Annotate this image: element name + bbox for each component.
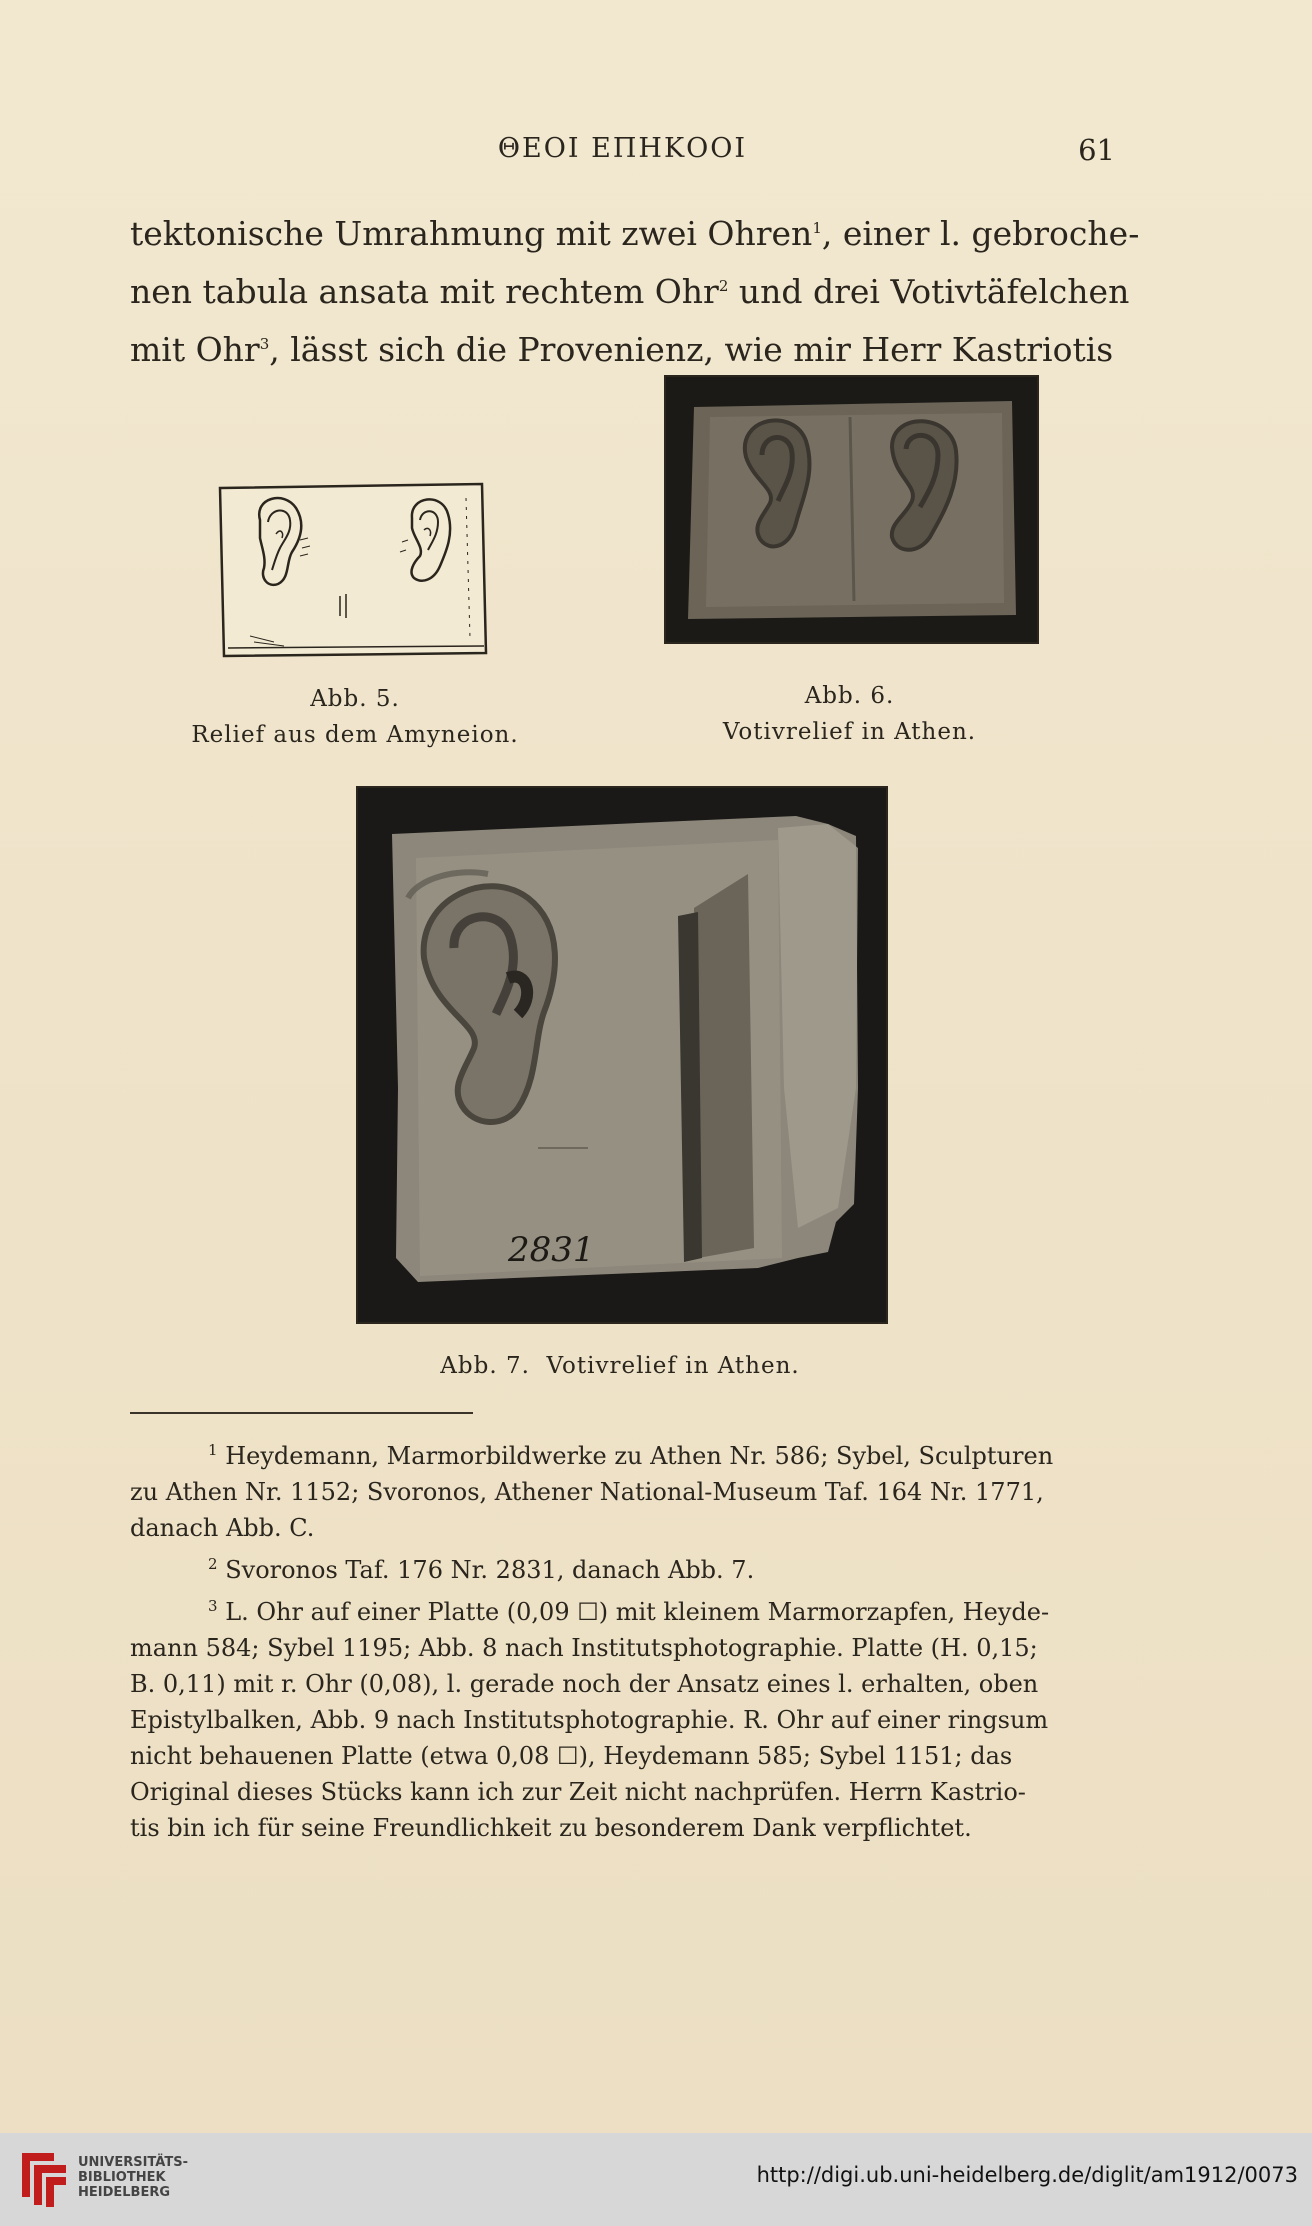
figure-5-drawing <box>214 478 490 661</box>
figure-7-caption: Abb. 7. Votivrelief in Athen. <box>440 1353 800 1379</box>
page-number: 61 <box>1078 133 1115 167</box>
figure-6-caption <box>664 678 1035 750</box>
footnote-mark[interactable]: 2 <box>718 277 729 295</box>
footnote-line: Original dieses Stücks kann ich zur Zeit nicht nachprüfen. Herrn Kastrio- <box>130 1778 1026 1806</box>
footnote-line: $^1$ Heydemann, Marmorbildwerke zu Athen Nr. 586; Sybel, Sculpturen <box>208 1441 1054 1470</box>
footnote-line: nicht behauenen Platte (etwa 0,08 ☐), Heydemann 585; Sybel 1151; das <box>130 1742 1013 1770</box>
footnote-mark: 1 <box>208 1441 218 1459</box>
figure-5-caption <box>160 681 550 753</box>
footnotes <box>130 1432 1115 1846</box>
footnote-line: mann 584; Sybel 1195; Abb. 8 nach Institutsphotographie. Platte (H. 0,15; <box>130 1634 1038 1662</box>
footnote-rule <box>130 1412 473 1414</box>
footnote-1 <box>130 1432 1115 1546</box>
body-line: nen tabula ansata mit rechtem Ohr$^2$ und drei Votivtäfelchen <box>130 272 1130 311</box>
library-logo-icon <box>14 2147 74 2211</box>
body-line: mit Ohr$^3$, lässt sich die Provenienz, wie mir Herr Kastriotis <box>130 330 1114 369</box>
library-footer <box>0 2133 1312 2226</box>
figure-6-label: Abb. 6. <box>804 683 895 709</box>
page-header <box>130 133 1115 173</box>
footnote-mark: 2 <box>208 1555 218 1573</box>
source-url-link[interactable]: http://digi.ub.uni-heidelberg.de/diglit/am1912/0073 <box>756 2163 1298 2187</box>
running-head: ΘΕΟΙ ΕΠΗΚΟΟΙ <box>497 133 748 164</box>
footnote-line: danach Abb. C. <box>130 1514 315 1542</box>
figure-6-description: Votivrelief in Athen. <box>722 719 977 745</box>
footnote-3 <box>130 1588 1115 1846</box>
footnote-2 <box>130 1546 1115 1588</box>
footnote-mark[interactable]: 1 <box>812 219 822 237</box>
body-line: tektonische Umrahmung mit zwei Ohren$^1$, einer l. gebroche- <box>130 214 1140 253</box>
figure-7-inscription: 2831 <box>508 1230 595 1270</box>
figure-5-description: Relief aus dem Amyneion. <box>191 722 519 748</box>
figure-6-photo <box>664 375 1039 644</box>
footnote-line: tis bin ich für seine Freundlichkeit zu besonderem Dank verpflichtet. <box>130 1814 972 1842</box>
body-text <box>130 202 1140 376</box>
footnote-line: $^2$ Svoronos Taf. 176 Nr. 2831, danach Abb. 7. <box>208 1555 755 1584</box>
relief-drawing-illustration <box>214 478 490 661</box>
figure-5-label: Abb. 5. <box>310 686 400 712</box>
footnote-mark[interactable]: 3 <box>259 335 270 353</box>
footnote-mark: 3 <box>208 1597 218 1615</box>
votive-relief-photo-single-ear <box>358 788 886 1322</box>
footnote-line: zu Athen Nr. 1152; Svoronos, Athener National-Museum Taf. 164 Nr. 1771, <box>130 1478 1044 1506</box>
votive-relief-photo-two-ears <box>666 377 1037 642</box>
library-name: UNIVERSITÄTS- BIBLIOTHEK HEIDELBERG <box>78 2155 188 2200</box>
footnote-line: $^3$ L. Ohr auf einer Platte (0,09 ☐) mit kleinem Marmorzapfen, Heyde- <box>208 1597 1050 1626</box>
footnote-line: B. 0,11) mit r. Ohr (0,08), l. gerade noch der Ansatz eines l. erhalten, oben <box>130 1670 1039 1698</box>
footnote-line: Epistylbalken, Abb. 9 nach Institutsphotographie. R. Ohr auf einer ringsum <box>130 1706 1049 1734</box>
figure-7-photo <box>356 786 888 1324</box>
